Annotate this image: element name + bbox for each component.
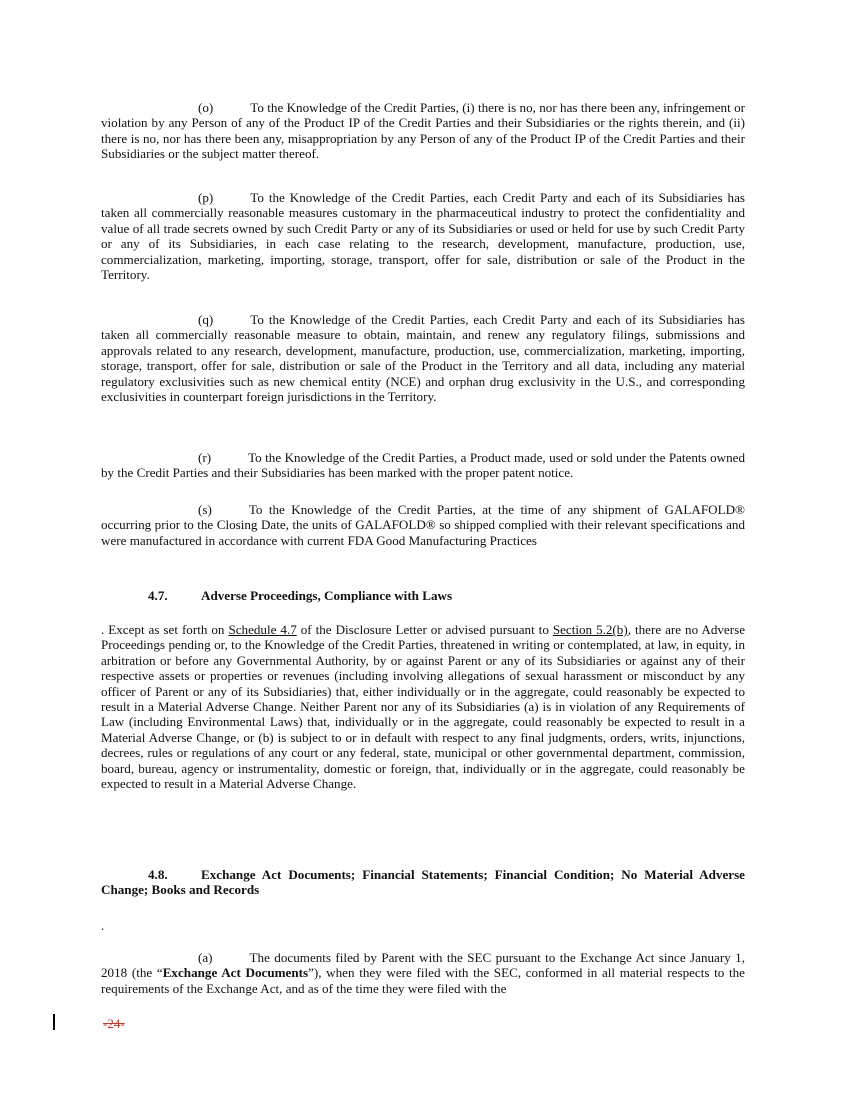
section-4-7-body <box>101 622 745 791</box>
paragraph-o-label: (o) <box>198 100 214 115</box>
stray-period: . <box>101 918 105 933</box>
section-4-7-mid: of the Disclosure Letter or advised pursuant to <box>296 622 553 637</box>
paragraph-q-label: (q) <box>198 312 214 327</box>
schedule-4-7-link[interactable]: Schedule 4.7 <box>228 622 297 637</box>
paragraph-p <box>101 190 745 282</box>
paragraph-o-text: To the Knowledge of the Credit Parties, (i) there is no, nor has there been any, infringement or violation by any Person of any of the Product IP of the Credit Parties and their Subsidiaries or the rights therein, and (ii) there is no, nor has there been any, misappropriation by any Person of any of the Product IP of the Credit Parties and their Subsidiaries or the subject matter thereof. <box>101 100 745 162</box>
paragraph-s-text: To the Knowledge of the Credit Parties, at the time of any shipment of GALAFOLD® occurring prior to the Closing Date, the units of GALAFOLD® so shipped complied with their relevant specifications and were manufactured in accordance with current FDA Good Manufacturing Practices <box>101 502 745 548</box>
paragraph-4-8-a <box>101 950 745 996</box>
paragraph-s-label: (s) <box>198 502 212 517</box>
section-4-7-lead: . Except as set forth on <box>101 622 229 637</box>
section-5-2b-link[interactable]: Section 5.2(b) <box>552 622 628 637</box>
section-4-7-text: , there are no Adverse Proceedings pending or, to the Knowledge of the Credit Parties, threatened in writing or contemplated, at law, in equity, in arbitration or before any Governmental Authority, by or against Parent or any of its Subsidiaries or against any of their respective assets or properties or revenues (including involving allegations of sexual harassment or misconduct by any officer of Parent or any of its Subsidiaries) that, either individually or in the aggregate, could reasonably be expected to result in a Material Adverse Change. Neither Parent nor any of its Subsidiaries (a) is in violation of any Requirements of Law (including Environmental Laws) that, individually or in the aggregate, could reasonably be expected to result in a Material Adverse Change, or (b) is subject to or in default with respect to any final judgments, orders, writs, injunctions, decrees, rules or regulations of any court or any federal, state, municipal or other governmental department, commission, board, bureau, agency or instrumentality, domestic or foreign, that, individually or in the aggregate, could reasonably be expected to result in a Material Adverse Change. <box>101 622 746 792</box>
paragraph-q <box>101 312 745 404</box>
defined-term-exchange-act-documents: Exchange Act Documents <box>162 965 309 981</box>
page-number: -24- <box>103 1016 125 1031</box>
paragraph-q-text: To the Knowledge of the Credit Parties, each Credit Party and each of its Subsidiaries has taken all commercially reasonable measure to obtain, maintain, and renew any regulatory filings, submissions and approvals related to any research, development, manufacture, production, use, commercialization, marketing, importing, storage, transport, offer for sale, distribution or sale of the Product in the Territory and all data, including any material regulatory exclusivities such as new chemical entity (NCE) and orphan drug exclusivity in the U.S., and corresponding exclusivities in counterpart foreign jurisdictions in the Territory. <box>101 312 745 405</box>
paragraph-p-text: To the Knowledge of the Credit Parties, each Credit Party and each of its Subsidiaries has taken all commercially reasonable measures customary in the pharmaceutical industry to protect the confidentiality and value of all trade secrets owned by such Credit Party or any of its Subsidiaries or used or held for use by such Credit Party or any of its Subsidiaries, in each case relating to the research, development, manufacture, production, use, commercialization, marketing, importing, storage, transport, offer for sale, distribution or sale of the Product in the Territory. <box>101 190 745 283</box>
paragraph-s <box>101 502 745 548</box>
section-4-7-title: Adverse Proceedings, Compliance with Laws <box>201 588 453 603</box>
paragraph-r <box>101 450 745 481</box>
section-4-8-number: 4.8. <box>148 867 168 882</box>
paragraph-p-label: (p) <box>198 190 214 205</box>
section-4-8-heading <box>101 867 745 898</box>
change-bar <box>53 1014 55 1030</box>
paragraph-4-8-a-post: ”), when they were filed with the SEC, conformed in all material respects to the requirements of the Exchange Act, and as of the time they were filed with the <box>101 965 745 996</box>
section-4-7-heading <box>101 588 745 603</box>
section-4-7-number: 4.7. <box>148 588 168 603</box>
section-4-8-title: Exchange Act Documents; Financial Statements; Financial Condition; No Material Adverse Change; Books and Records <box>101 867 745 898</box>
paragraph-o <box>101 100 745 162</box>
paragraph-r-label: (r) <box>198 450 212 465</box>
paragraph-4-8-a-pre: The documents filed by Parent with the SEC pursuant to the Exchange Act since January 1, 2018 (the “ <box>101 950 745 981</box>
paragraph-r-text: To the Knowledge of the Credit Parties, a Product made, used or sold under the Patents owned by the Credit Parties and their Subsidiaries has been marked with the proper patent notice. <box>101 450 745 481</box>
paragraph-4-8-a-label: (a) <box>198 950 213 965</box>
